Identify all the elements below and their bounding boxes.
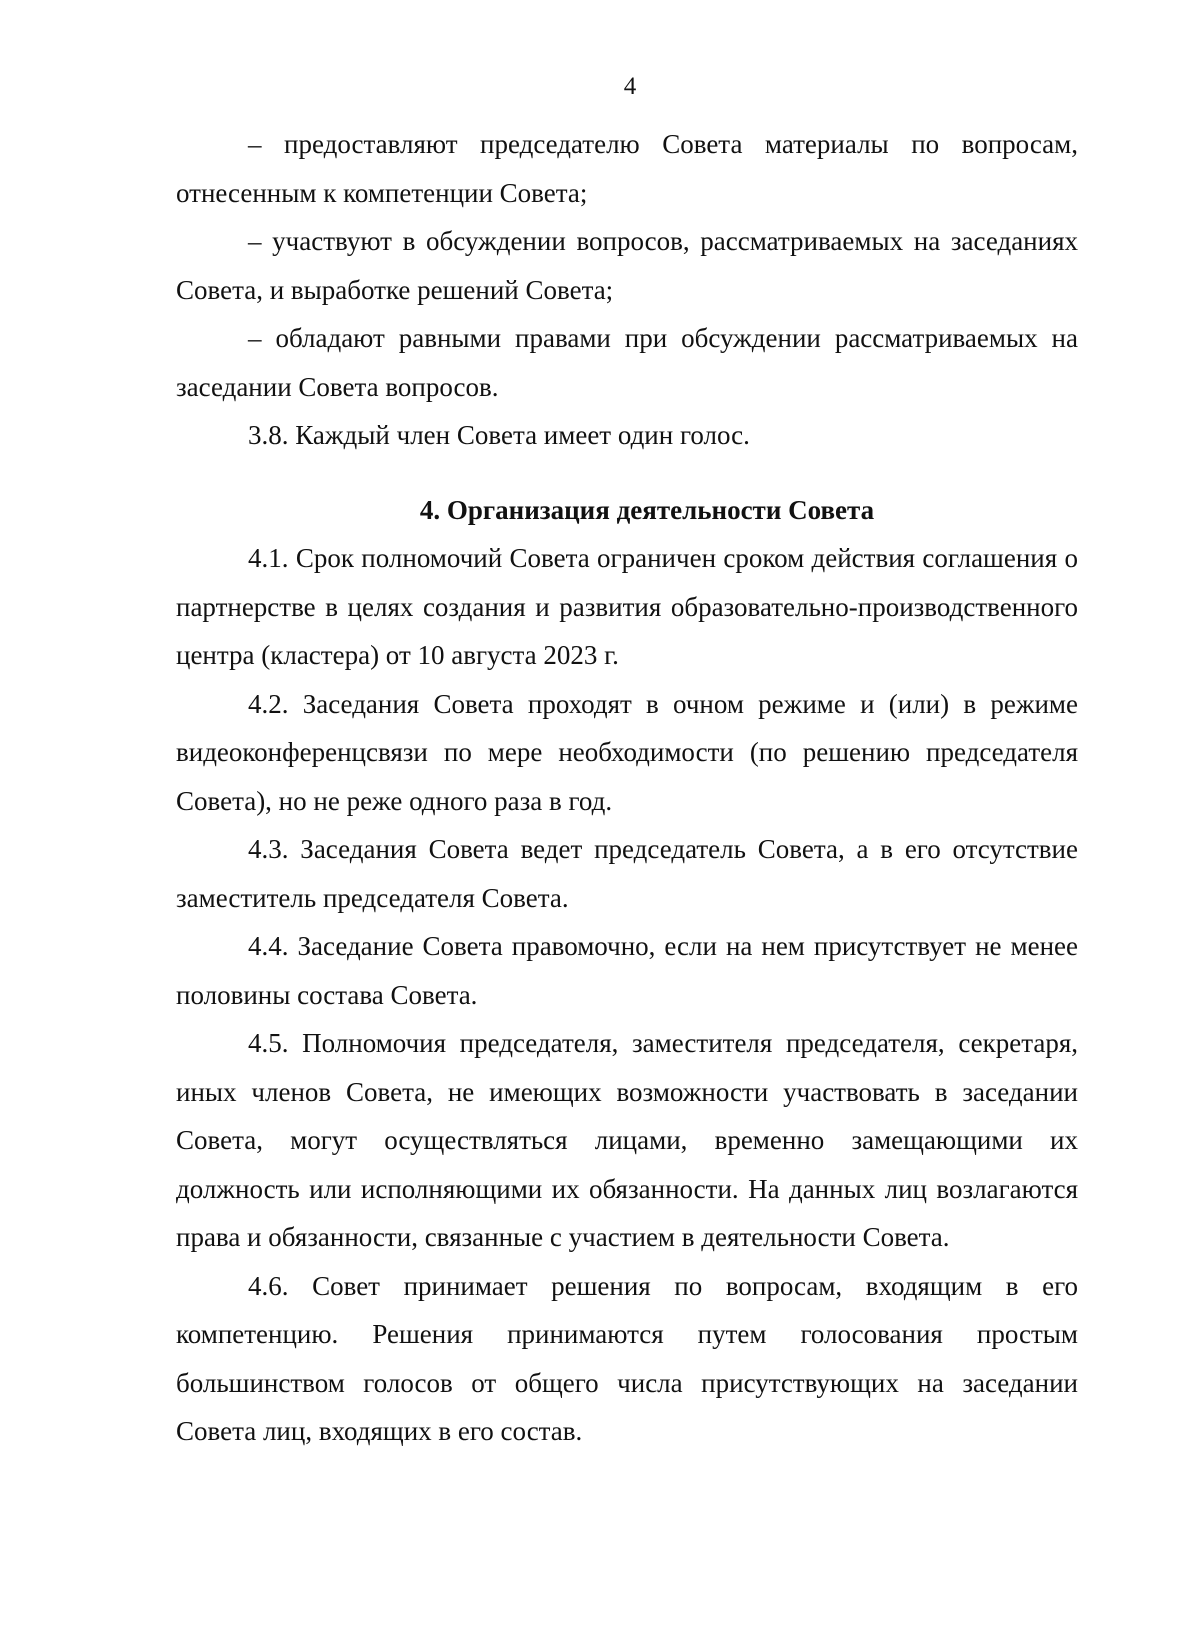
section-heading: 4. Организация деятельности Совета [419,494,875,525]
list-item-participate-discussion: – участвуют в обсуждении вопросов, рассматриваемых на заседаниях Совета, и выработке решений Совета; [176,226,1078,305]
list-item-equal-rights: – обладают равными правами при обсуждении рассматриваемых на заседании Совета вопросов. [176,323,1078,402]
page-number: 4 [623,73,637,100]
clause-4-5: 4.5. Полномочия председателя, заместителя председателя, секретаря, иных членов Совета, не имеющих возможности участвовать в заседании Совета, могут осуществляться лицами, временно замещающими их должность или исполняющими их обязанности. На данных лиц возлагаются права и обязанности, связанные с участием в деятельности Совета. [176,1028,1078,1252]
list-item-provide-materials: – предоставляют председателю Совета материалы по вопросам, отнесенным к компетенции Совета; [176,129,1078,208]
clause-4-6: 4.6. Совет принимает решения по вопросам, входящим в его компетенцию. Решения принимаются путем голосования простым большинством голосов от общего числа присутствующих на заседании Совета лиц, входящих в его состав. [176,1270,1078,1446]
clause-4-3: 4.3. Заседания Совета ведет председатель Совета, а в его отсутствие заместитель председателя Совета. [176,834,1078,913]
clause-4-1: 4.1. Срок полномочий Совета ограничен сроком действия соглашения о партнерстве в целях создания и развития образовательно-производственного центра (кластера) от 10 августа 2023 г. [176,543,1078,670]
document-body [176,120,1078,1456]
clause-4-4: 4.4. Заседание Совета правомочно, если на нем присутствует не менее половины состава Совета. [176,931,1078,1010]
clause-4-2: 4.2. Заседания Совета проходят в очном режиме и (или) в режиме видеоконференцсвязи по мере необходимости (по решению председателя Совета), но не реже одного раза в год. [176,688,1078,816]
clause-3-8: 3.8. Каждый член Совета имеет один голос. [248,420,750,450]
